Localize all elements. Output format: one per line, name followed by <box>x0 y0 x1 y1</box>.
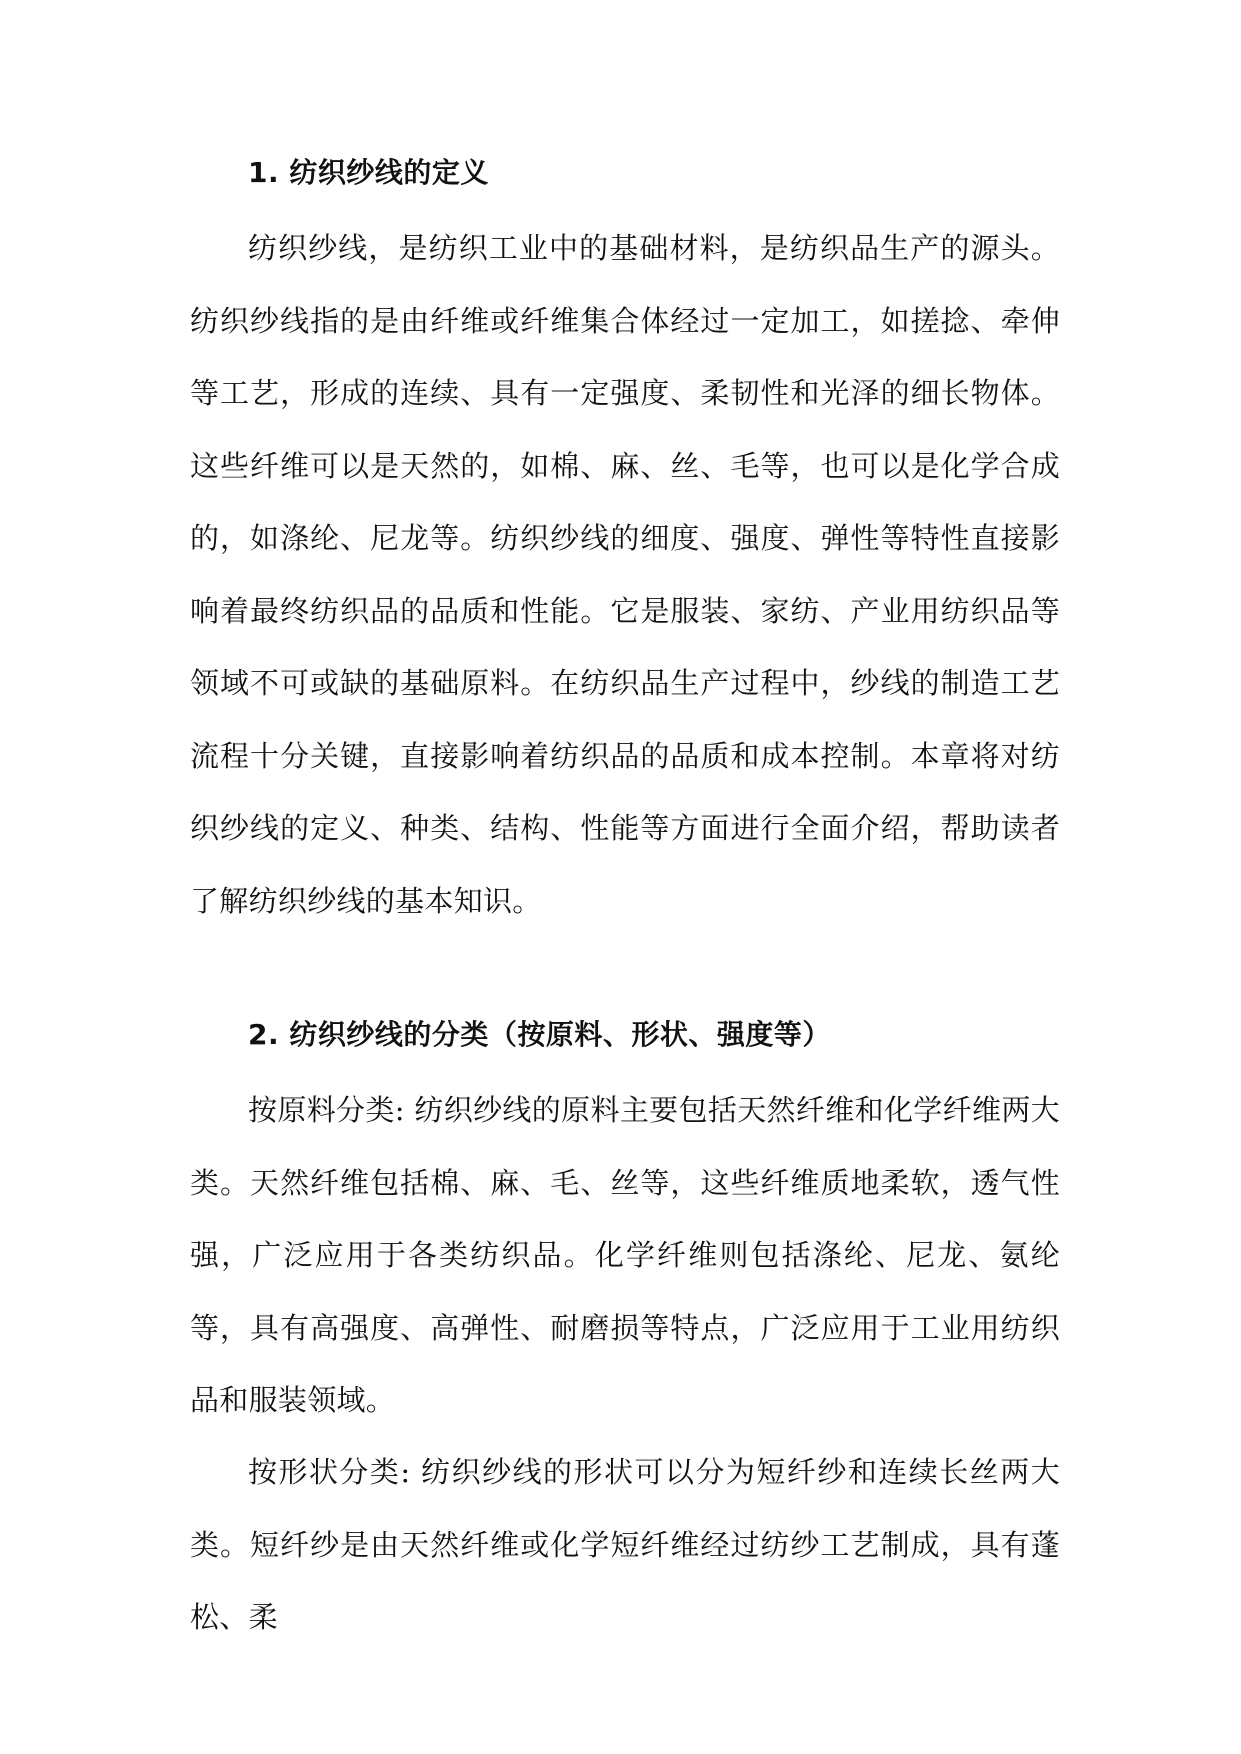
paragraph-definition: 纺织纱线，是纺织工业中的基础材料，是纺织品生产的源头。纺织纱线指的是由纤维或纤维集合体经过一定加工，如搓捻、牵伸等工艺，形成的连续、具有一定强度、柔韧性和光泽的细长物体。这些纤维可以是天然的，如棉、麻、丝、毛等，也可以是化学合成的，如涤纶、尼龙等。纺织纱线的细度、强度、弹性等特性直接影响着最终纺织品的品质和性能。它是服装、家纺、产业用纺织品等领域不可或缺的基础原料。在纺织品生产过程中，纱线的制造工艺流程十分关键，直接影响着纺织品的品质和成本控制。本章将对纺织纱线的定义、种类、结构、性能等方面进行全面介绍，帮助读者了解纺织纱线的基本知识。 <box>190 231 1060 918</box>
paragraph-by-material: 按原料分类: 纺织纱线的原料主要包括天然纤维和化学纤维两大类。天然纤维包括棉、麻、毛、丝等，这些纤维质地柔软，透气性强，广泛应用于各类纺织品。化学纤维则包括涤纶、尼龙、氨纶等，具有高强度、高弹性、耐磨损等特点，广泛应用于工业用纺织品和服装领域。 <box>190 1093 1060 1417</box>
section-heading-classification: 2. 纺织纱线的分类（按原料、形状、强度等） <box>248 1018 831 1051</box>
section-heading-definition: 1. 纺织纱线的定义 <box>248 156 489 189</box>
paragraph-by-shape: 按形状分类: 纺织纱线的形状可以分为短纤纱和连续长丝两大类。短纤纱是由天然纤维或化学短纤维经过纺纱工艺制成，具有蓬松、柔 <box>190 1455 1060 1634</box>
